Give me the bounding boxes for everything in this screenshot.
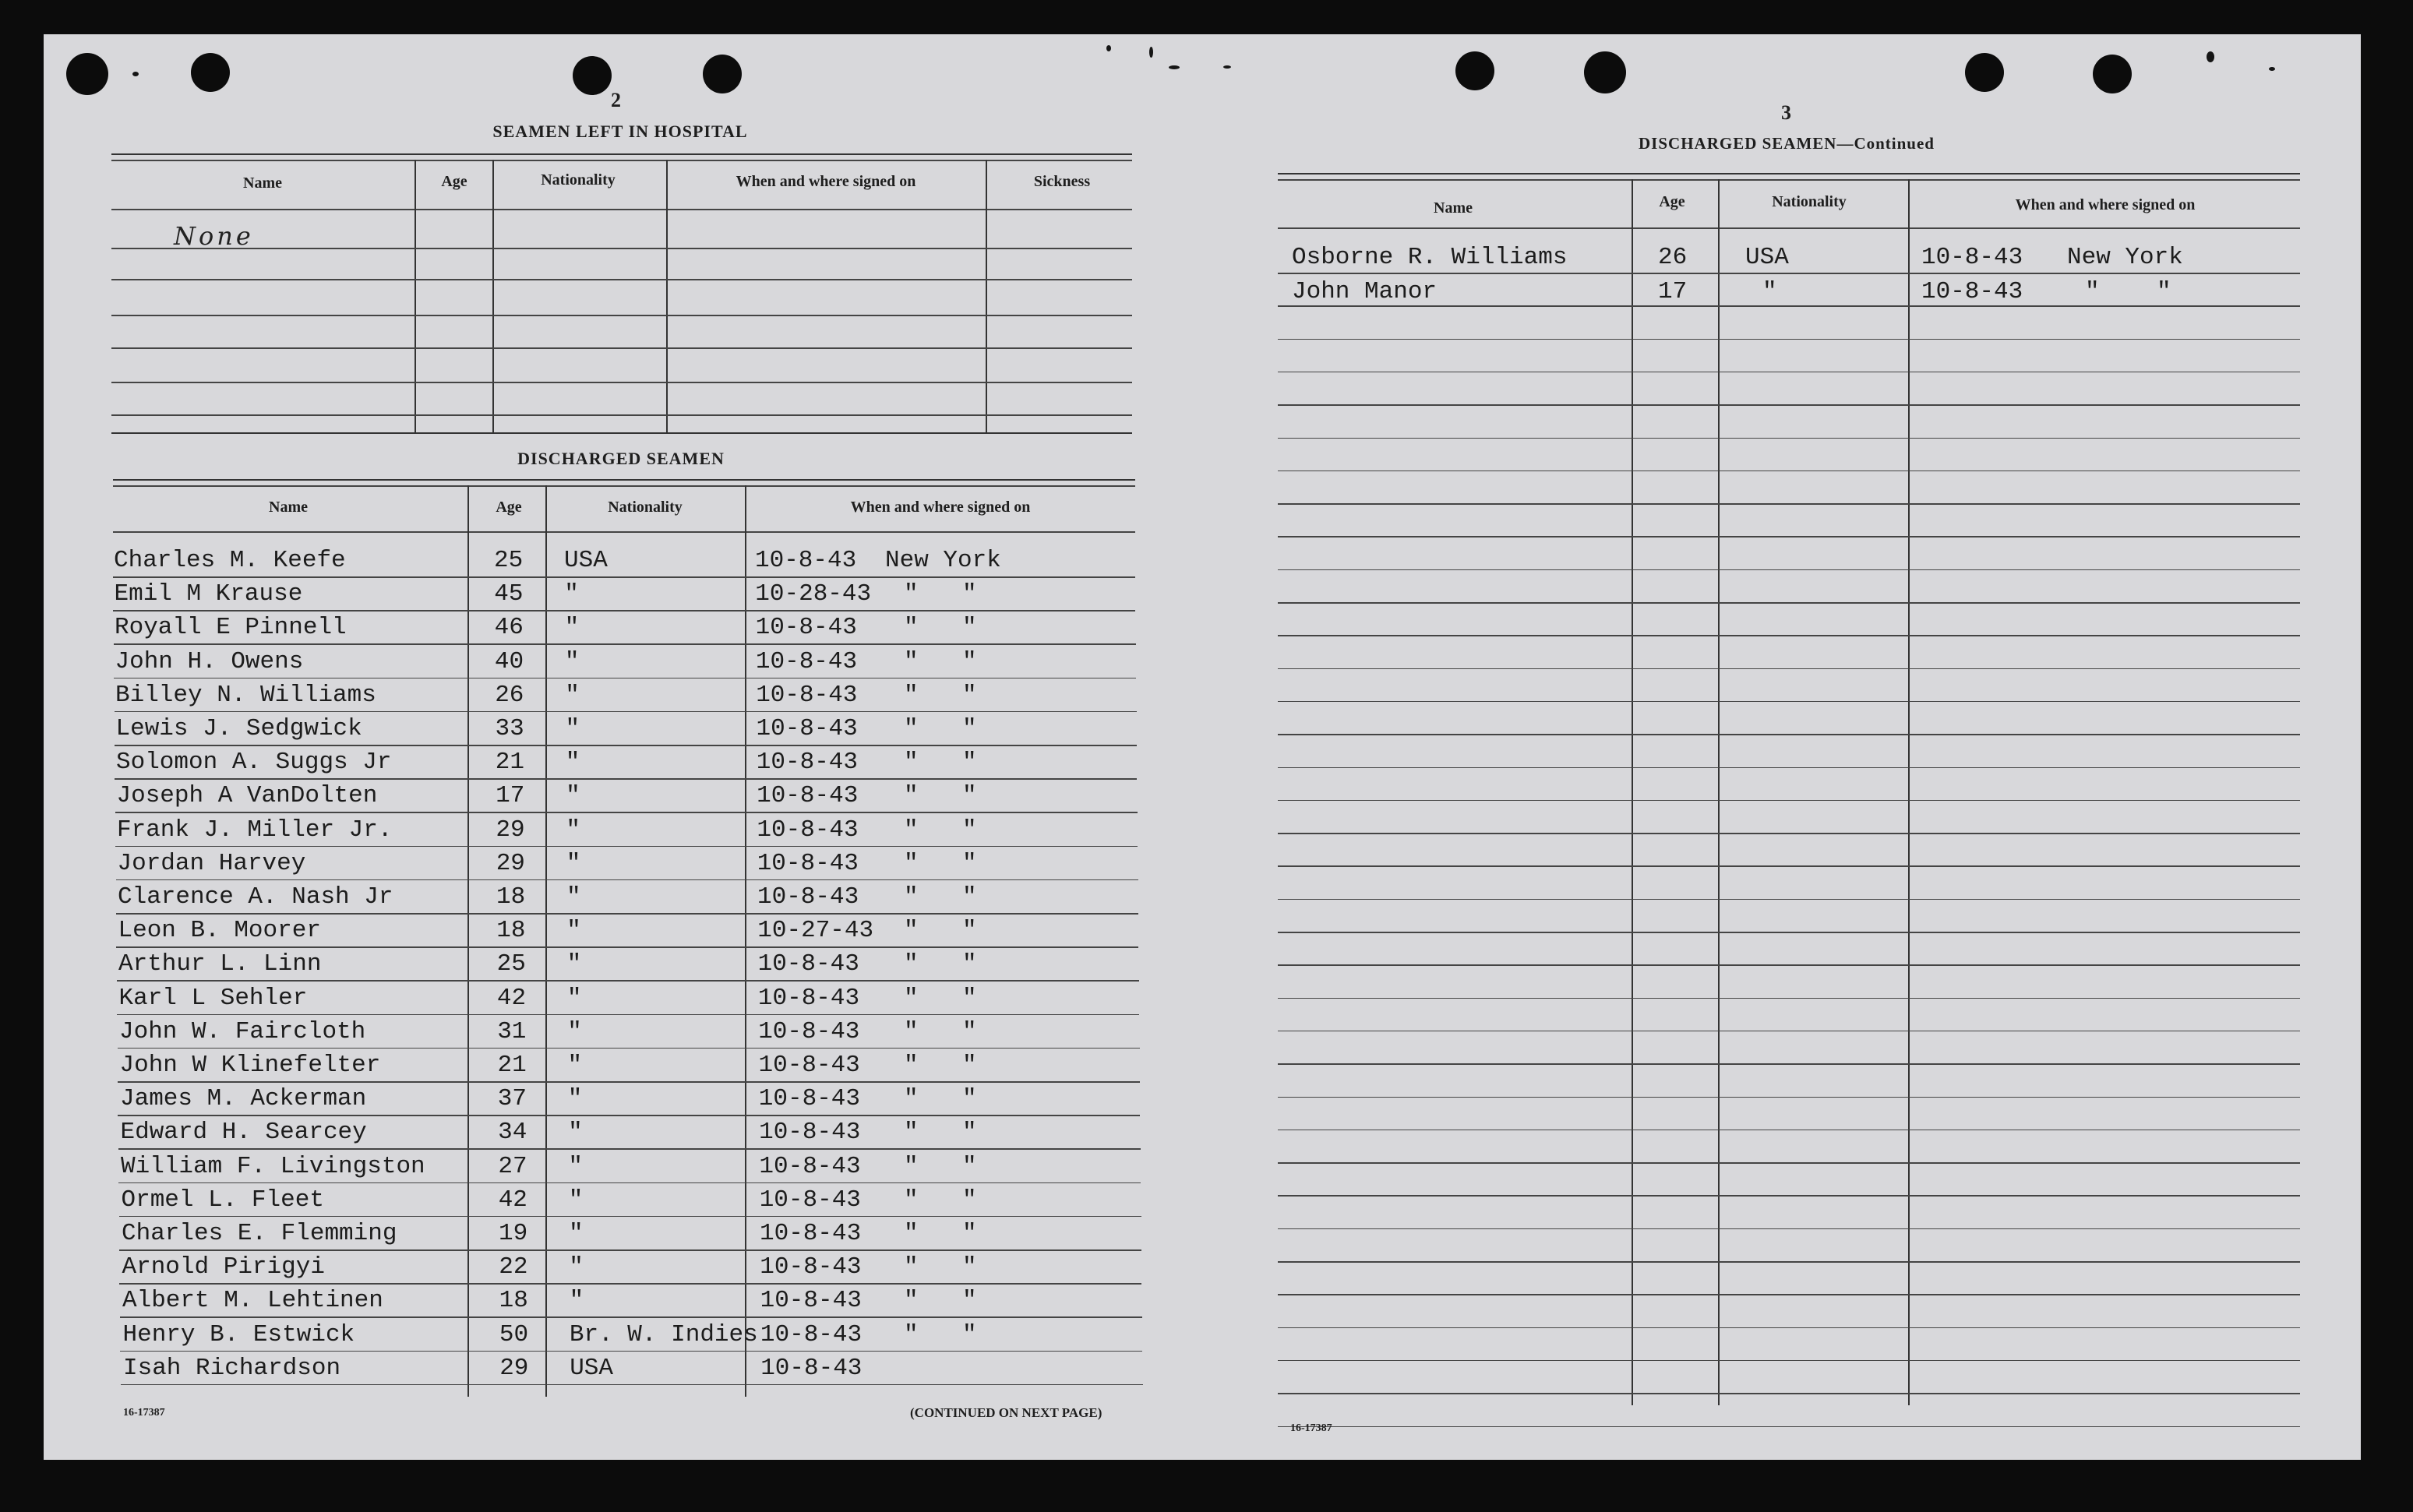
seaman-signed-place: " — [904, 1052, 919, 1079]
seaman-signed-place-ditto: " — [962, 1052, 977, 1079]
seaman-nationality: USA — [570, 1354, 613, 1382]
seaman-age: 18 — [499, 1287, 528, 1315]
seaman-nationality: Br. W. Indies — [569, 1320, 758, 1348]
seaman-nationality: USA — [564, 547, 608, 574]
table-row-rule — [119, 1283, 1141, 1285]
seaman-signed-date: 10-8-43 — [760, 1320, 863, 1348]
seaman-name: Lewis J. Sedgwick — [115, 715, 362, 742]
seaman-signed-date: 10-8-43 — [760, 1354, 863, 1382]
table-row-rule — [1278, 998, 2300, 999]
seaman-signed-place: " — [904, 849, 919, 877]
seaman-name: Billey N. Williams — [115, 681, 376, 709]
seaman-signed-place-ditto: " — [962, 984, 977, 1012]
table-row-rule — [114, 678, 1136, 679]
seaman-name: Ormel L. Fleet — [121, 1186, 324, 1214]
seaman-nationality: " — [568, 1186, 584, 1214]
ink-speck — [1169, 65, 1180, 69]
seaman-nationality: " — [566, 883, 581, 911]
hospital-header-rule — [111, 209, 1132, 210]
table-row-rule — [1278, 635, 2300, 636]
table-row-rule — [1278, 833, 2300, 834]
table-row-rule — [118, 1048, 1140, 1049]
seaman-signed-place: " — [904, 782, 919, 810]
table-row-rule — [115, 846, 1138, 848]
seaman-signed-place-ditto: " — [962, 1287, 977, 1315]
table-row-rule — [117, 1014, 1139, 1016]
hospital-row-rule — [111, 315, 1132, 316]
right-top-rule-2 — [1278, 179, 2300, 181]
seaman-signed-date: 10-28-43 — [755, 580, 872, 608]
right-header-rule — [1278, 227, 2300, 229]
punch-hole — [703, 55, 742, 93]
seaman-nationality: " — [1762, 278, 1777, 305]
table-row-rule — [1278, 1360, 2300, 1362]
seaman-signed-place-ditto: " — [962, 1220, 977, 1247]
punch-hole — [66, 53, 108, 95]
seaman-signed-place-ditto: " — [962, 1152, 977, 1180]
hospital-top-rule-2 — [111, 160, 1132, 161]
seaman-signed-date: 10-8-43 — [758, 1085, 861, 1113]
seaman-age: 17 — [496, 782, 525, 810]
discharged-header-signed-on: When and where signed on — [850, 499, 1031, 516]
hospital-section-title: SEAMEN LEFT IN HOSPITAL — [492, 122, 748, 141]
seaman-signed-place-ditto: " — [962, 1085, 977, 1113]
table-row-rule — [1278, 305, 2300, 307]
seaman-signed-place-ditto: " — [2157, 278, 2171, 305]
seaman-signed-place: " — [904, 1220, 919, 1247]
seaman-name: Albert M. Lehtinen — [122, 1287, 383, 1315]
discharged-col-divider — [545, 485, 547, 1397]
seaman-age: 46 — [494, 614, 524, 642]
right-col-divider — [1718, 179, 1720, 1405]
seaman-age: 25 — [494, 547, 524, 574]
seaman-signed-place-ditto: " — [962, 782, 977, 810]
seaman-name: Emil M Krause — [114, 580, 303, 608]
seaman-nationality: " — [566, 849, 581, 877]
seaman-name: William F. Livingston — [121, 1152, 425, 1180]
hospital-header-sickness: Sickness — [1033, 173, 1091, 190]
seaman-signed-place-ditto: " — [962, 1320, 977, 1348]
seaman-age: 22 — [499, 1253, 528, 1281]
right-col-divider — [1908, 179, 1910, 1405]
table-row-rule — [118, 1148, 1141, 1150]
seaman-signed-place: " — [904, 917, 919, 945]
table-row-rule — [116, 913, 1138, 915]
seaman-signed-place: " — [904, 984, 919, 1012]
table-row-rule — [1278, 668, 2300, 670]
seaman-nationality: USA — [1745, 244, 1789, 271]
left-page-number: 2 — [611, 89, 621, 111]
seaman-signed-date: 10-8-43 — [760, 1287, 862, 1315]
seaman-nationality: " — [566, 950, 582, 978]
seaman-signed-place-ditto: " — [962, 749, 977, 777]
table-row-rule — [120, 1316, 1142, 1318]
seaman-name: Charles E. Flemming — [122, 1220, 397, 1247]
seaman-nationality: " — [565, 715, 580, 742]
discharged-section-title: DISCHARGED SEAMEN — [517, 449, 725, 468]
table-row-rule — [1278, 865, 2300, 867]
seaman-signed-date: 10-8-43 — [757, 782, 859, 810]
left-form-number: 16-17387 — [123, 1407, 165, 1419]
table-row-rule — [1278, 1228, 2300, 1230]
seaman-signed-place: " — [904, 681, 919, 709]
seaman-signed-place-ditto: " — [962, 1017, 977, 1045]
seaman-name: John W Klinefelter — [119, 1052, 381, 1079]
seaman-name: Charles M. Keefe — [114, 547, 346, 574]
hospital-col-divider — [986, 160, 987, 432]
seaman-age: 26 — [1658, 244, 1688, 271]
seaman-name: James M. Ackerman — [120, 1085, 367, 1113]
seaman-signed-date: 10-8-43 — [760, 1220, 862, 1247]
seaman-age: 19 — [499, 1220, 528, 1247]
seaman-signed-date: 10-27-43 — [757, 917, 874, 945]
table-row-rule — [120, 1351, 1142, 1352]
seaman-signed-place: " — [904, 715, 919, 742]
seaman-nationality: " — [569, 1253, 584, 1281]
table-row-rule — [1278, 734, 2300, 735]
right-header-name: Name — [1434, 199, 1473, 217]
table-row-rule — [1278, 767, 2300, 769]
seaman-name: Leon B. Moorer — [118, 917, 321, 945]
seaman-signed-place: " — [904, 749, 919, 777]
seaman-name: Arnold Pirigyi — [122, 1253, 325, 1281]
seaman-signed-date: 10-8-43 — [759, 1186, 861, 1214]
table-row-rule — [1278, 899, 2300, 901]
table-row-rule — [1278, 438, 2300, 439]
table-row-rule — [1278, 800, 2300, 802]
seaman-signed-place: " — [904, 1119, 919, 1147]
seaman-signed-place: " — [904, 950, 919, 978]
table-row-rule — [113, 610, 1135, 611]
seaman-name: Joseph A VanDolten — [116, 782, 378, 810]
seaman-signed-place: " — [904, 1320, 919, 1348]
table-row-rule — [117, 980, 1139, 982]
hospital-row-rule — [111, 414, 1132, 416]
seaman-nationality: " — [564, 614, 580, 642]
table-row-rule — [1278, 404, 2300, 406]
seaman-signed-place-ditto: " — [962, 1186, 977, 1214]
ink-speck — [2269, 67, 2275, 71]
seaman-age: 25 — [496, 950, 526, 978]
seaman-signed-date: 10-8-43 — [757, 883, 859, 911]
seaman-signed-place: New York — [885, 547, 1001, 574]
discharged-top-rule-2 — [113, 485, 1135, 487]
ink-speck — [1149, 47, 1153, 58]
hospital-col-divider — [666, 160, 668, 432]
seaman-age: 18 — [496, 883, 526, 911]
seaman-signed-place-ditto: " — [962, 816, 977, 844]
seaman-signed-place-ditto: " — [962, 580, 977, 608]
table-row-rule — [1278, 932, 2300, 933]
table-row-rule — [1278, 1261, 2300, 1263]
table-row-rule — [1278, 1327, 2300, 1329]
seaman-name: Edward H. Searcey — [120, 1119, 367, 1147]
hospital-col-divider — [415, 160, 416, 432]
discharged-header-age: Age — [496, 499, 522, 516]
seaman-age: 33 — [495, 715, 524, 742]
right-top-rule — [1278, 173, 2300, 174]
seaman-age: 27 — [498, 1152, 527, 1180]
seaman-signed-place: " — [904, 1287, 919, 1315]
seaman-nationality: " — [565, 681, 580, 709]
seaman-signed-date: 10-8-43 — [1921, 278, 2023, 305]
table-row-rule — [1278, 471, 2300, 472]
seaman-age: 29 — [499, 1354, 529, 1382]
hospital-col-divider — [492, 160, 494, 432]
table-row-rule — [113, 576, 1135, 578]
table-row-rule — [116, 879, 1138, 881]
seaman-nationality: " — [568, 1152, 583, 1180]
seaman-age: 21 — [495, 749, 525, 777]
hospital-row-rule — [111, 382, 1132, 383]
discharged-header-name: Name — [269, 499, 308, 516]
ink-speck — [2207, 51, 2214, 62]
table-row-rule — [1278, 1426, 2300, 1428]
table-row-rule — [1278, 701, 2300, 703]
discharged-col-divider — [467, 485, 469, 1397]
table-row-rule — [1278, 1031, 2300, 1032]
table-row-rule — [1278, 536, 2300, 537]
seaman-nationality: " — [566, 984, 582, 1012]
table-row-rule — [1278, 1130, 2300, 1131]
seaman-signed-place-ditto: " — [962, 950, 977, 978]
table-row-rule — [115, 711, 1137, 713]
table-row-rule — [1278, 503, 2300, 505]
punch-hole — [573, 56, 612, 95]
seaman-age: 17 — [1658, 278, 1688, 305]
seaman-nationality: " — [565, 749, 580, 777]
table-row-rule — [1278, 1063, 2300, 1065]
seaman-age: 42 — [498, 1186, 527, 1214]
table-row-rule — [119, 1216, 1141, 1218]
discharged-header-nationality: Nationality — [608, 499, 683, 516]
seaman-age: 40 — [494, 647, 524, 675]
hospital-header-nationality: Nationality — [541, 171, 616, 189]
seaman-signed-place-ditto: " — [962, 647, 977, 675]
table-row-rule — [118, 1081, 1140, 1083]
seaman-signed-place: " — [904, 883, 919, 911]
hospital-row-rule — [111, 347, 1132, 349]
seaman-signed-date: 10-8-43 — [756, 715, 858, 742]
seaman-signed-date: 10-8-43 — [759, 1119, 861, 1147]
seaman-name: Henry B. Estwick — [122, 1320, 355, 1348]
ink-speck — [1223, 65, 1231, 69]
seaman-signed-date: 10-8-43 — [756, 681, 858, 709]
seaman-signed-place-ditto: " — [962, 1119, 977, 1147]
seaman-nationality: " — [569, 1220, 584, 1247]
table-row-rule — [118, 1182, 1141, 1184]
seaman-nationality: " — [566, 917, 581, 945]
seaman-signed-place: " — [904, 580, 919, 608]
seaman-age: 37 — [497, 1085, 527, 1113]
seaman-nationality: " — [566, 816, 580, 844]
seaman-name: Isah Richardson — [123, 1354, 341, 1382]
table-row-rule — [118, 1115, 1140, 1116]
right-form-number: 16-17387 — [1290, 1422, 1332, 1434]
right-page-number: 3 — [1781, 101, 1791, 124]
seaman-age: 26 — [495, 681, 524, 709]
seaman-age: 42 — [496, 984, 527, 1012]
table-row-rule — [1278, 273, 2300, 274]
seaman-nationality: " — [566, 782, 580, 810]
seaman-age: 18 — [496, 917, 526, 945]
seaman-signed-place: " — [904, 816, 919, 844]
seaman-signed-date: 10-8-43 — [759, 1152, 861, 1180]
seaman-signed-date: 10-8-43 — [1921, 244, 2023, 271]
seaman-signed-place: " — [904, 1152, 919, 1180]
seaman-name: Frank J. Miller Jr. — [117, 816, 393, 844]
seaman-signed-date: 10-8-43 — [757, 849, 859, 877]
hospital-top-rule — [111, 153, 1132, 155]
seaman-age: 31 — [497, 1017, 527, 1045]
seaman-signed-place-ditto: " — [962, 849, 977, 877]
seaman-name: John H. Owens — [115, 647, 304, 675]
table-row-rule — [1278, 569, 2300, 571]
table-row-rule — [1278, 1162, 2300, 1164]
seaman-name: Osborne R. Williams — [1292, 244, 1568, 271]
discharged-header-rule — [113, 531, 1135, 533]
table-row-rule — [119, 1249, 1141, 1251]
ink-speck — [1106, 45, 1111, 51]
seaman-signed-place-ditto: " — [962, 917, 977, 945]
seaman-name: Arthur L. Linn — [118, 950, 322, 978]
seaman-signed-place: " — [904, 614, 919, 642]
discharged-top-rule — [113, 479, 1135, 481]
seaman-signed-date: 10-8-43 — [755, 547, 857, 574]
table-row-rule — [1278, 372, 2300, 373]
seaman-signed-date: 10-8-43 — [758, 1017, 860, 1045]
seaman-nationality: " — [569, 1287, 584, 1315]
seaman-signed-date: 10-8-43 — [757, 950, 859, 978]
discharged-col-divider — [745, 485, 746, 1397]
seaman-age: 21 — [497, 1052, 527, 1079]
seaman-age: 50 — [499, 1320, 529, 1348]
table-row-rule — [121, 1384, 1143, 1386]
table-row-rule — [115, 745, 1137, 746]
seaman-name: Solomon A. Suggs Jr — [116, 749, 392, 777]
table-row-rule — [1278, 1097, 2300, 1098]
right-col-divider — [1632, 179, 1633, 1405]
seaman-signed-place-ditto: " — [962, 715, 977, 742]
seaman-signed-date: 10-8-43 — [757, 984, 860, 1012]
table-row-rule — [116, 946, 1138, 948]
seaman-name: Jordan Harvey — [117, 849, 306, 877]
seaman-signed-date: 10-8-43 — [758, 1052, 860, 1079]
seaman-nationality: " — [568, 1119, 583, 1147]
seaman-nationality: " — [564, 580, 579, 608]
hospital-row-rule — [111, 248, 1132, 249]
seaman-signed-place: " — [904, 1085, 919, 1113]
seaman-signed-date: 10-8-43 — [760, 1253, 862, 1281]
seaman-age: 45 — [494, 580, 524, 608]
punch-hole — [191, 53, 230, 92]
punch-hole — [2093, 55, 2132, 93]
seaman-age: 29 — [496, 816, 525, 844]
seaman-name: Royall E Pinnell — [115, 614, 347, 642]
punch-hole — [1584, 51, 1626, 93]
table-row-rule — [1278, 602, 2300, 604]
seaman-age: 34 — [498, 1119, 527, 1147]
right-section-title: DISCHARGED SEAMEN—Continued — [1639, 134, 1935, 153]
seaman-signed-place: " — [904, 1186, 919, 1214]
seaman-signed-place: " — [2085, 278, 2100, 305]
table-row-rule — [1278, 1195, 2300, 1197]
seaman-nationality: " — [567, 1017, 582, 1045]
table-row-rule — [1278, 964, 2300, 966]
seaman-name: Karl L Sehler — [118, 984, 308, 1012]
table-row-rule — [115, 778, 1137, 780]
seaman-name: Clarence A. Nash Jr — [118, 883, 393, 911]
punch-hole — [1455, 51, 1494, 90]
seaman-signed-place-ditto: " — [962, 681, 977, 709]
hospital-bottom-rule — [111, 432, 1132, 434]
seaman-nationality: " — [567, 1052, 583, 1079]
seaman-signed-place: " — [904, 1253, 919, 1281]
ink-speck — [132, 72, 139, 76]
seaman-nationality: " — [567, 1085, 583, 1113]
table-row-rule — [114, 643, 1136, 645]
seaman-signed-place-ditto: " — [962, 883, 977, 911]
seaman-signed-place: New York — [2067, 244, 2183, 271]
seaman-signed-date: 10-8-43 — [757, 816, 859, 844]
hospital-row-rule — [111, 279, 1132, 280]
seaman-signed-date: 10-8-43 — [755, 647, 858, 675]
table-row-rule — [1278, 1393, 2300, 1394]
table-row-rule — [1278, 339, 2300, 340]
seaman-name: John Manor — [1292, 278, 1438, 305]
seaman-signed-date: 10-8-43 — [756, 749, 859, 777]
hospital-header-name: Name — [243, 174, 282, 192]
seaman-signed-place: " — [904, 647, 919, 675]
continued-note: (CONTINUED ON NEXT PAGE) — [910, 1405, 1102, 1420]
seaman-age: 29 — [496, 849, 525, 877]
right-header-signed-on: When and where signed on — [2015, 196, 2196, 213]
seaman-name: John W. Faircloth — [119, 1017, 366, 1045]
hospital-header-age: Age — [441, 173, 467, 190]
punch-hole — [1965, 53, 2004, 92]
hospital-handwritten-entry: None — [174, 221, 254, 251]
seaman-signed-place: " — [904, 1017, 919, 1045]
right-header-nationality: Nationality — [1772, 193, 1847, 210]
seaman-signed-place-ditto: " — [962, 1253, 977, 1281]
hospital-header-signed-on: When and where signed on — [736, 173, 916, 190]
table-row-rule — [1278, 1294, 2300, 1295]
table-row-rule — [115, 812, 1138, 813]
seaman-signed-date: 10-8-43 — [755, 614, 857, 642]
seaman-signed-place-ditto: " — [962, 614, 977, 642]
right-header-age: Age — [1659, 193, 1685, 210]
seaman-nationality: " — [564, 647, 580, 675]
